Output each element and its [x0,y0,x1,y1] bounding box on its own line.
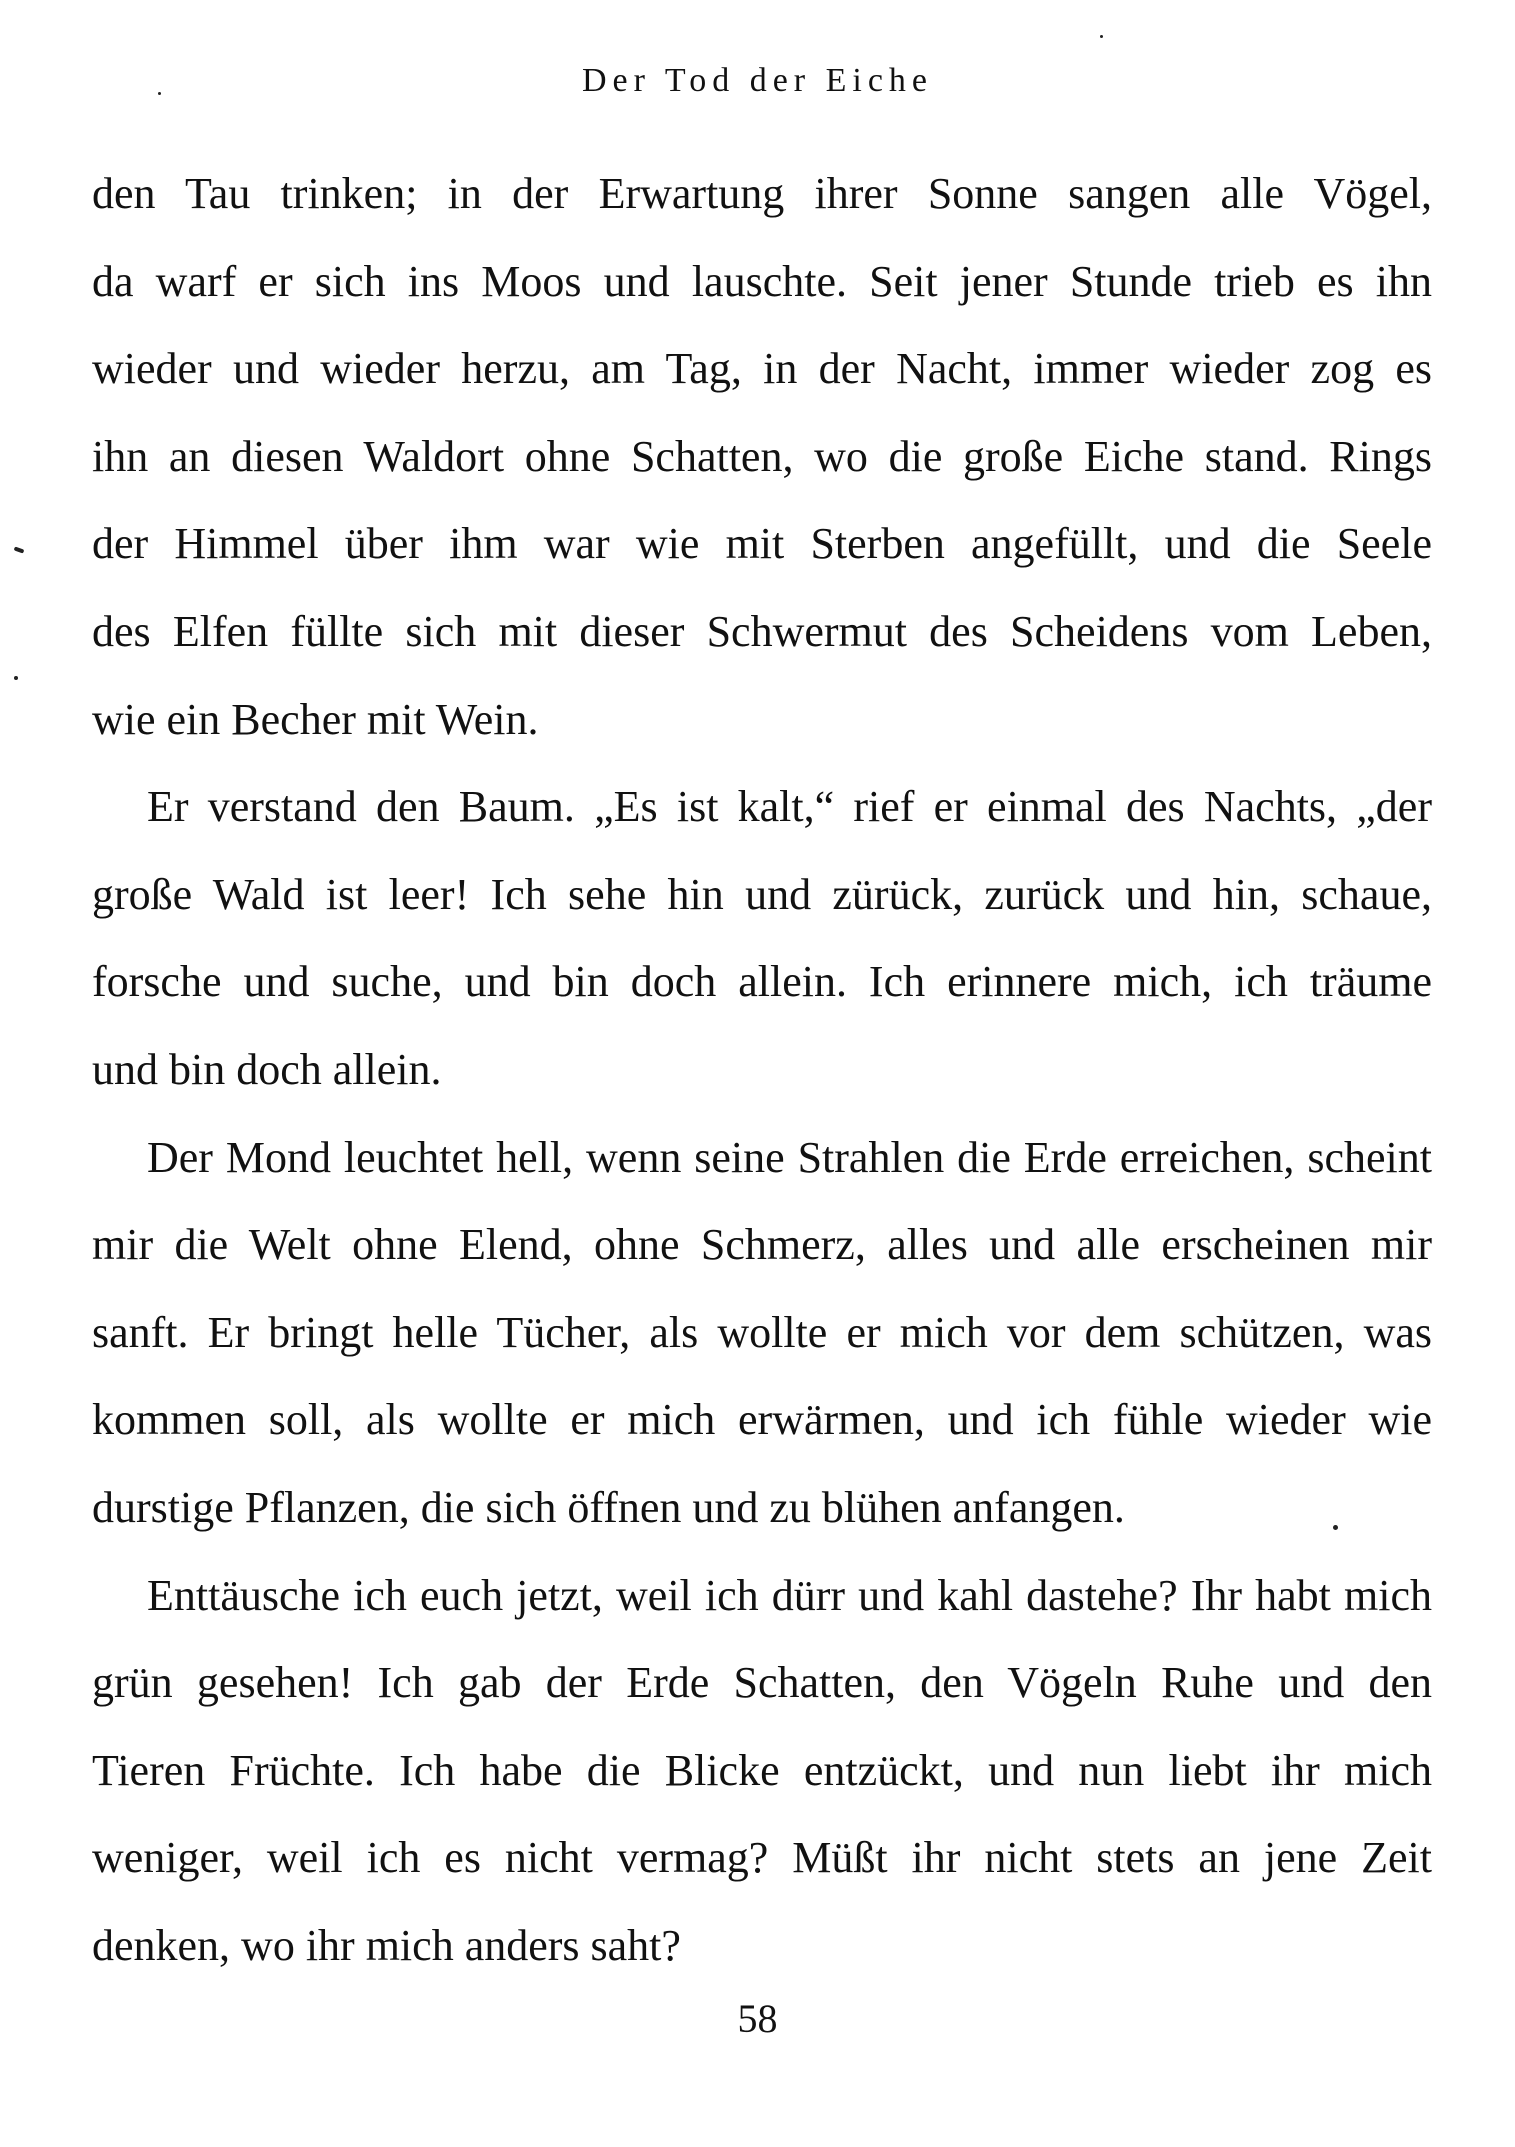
text-line: weniger, weil ich es nicht vermag? Müßt ihr nicht stets an jene Zeit [92,1833,1432,1883]
print-speck [14,676,18,680]
page-number: 58 [737,1996,778,2041]
running-head: Der Tod der Eiche [581,62,934,99]
text-line: Enttäusche ich euch jetzt, weil ich dürr und kahl dastehe? Ihr habt mich [147,1570,1432,1620]
print-speck [14,546,25,553]
print-speck [1333,1525,1338,1530]
text-line: ihn an diesen Waldort ohne Schatten, wo die große Eiche stand. Rings [92,431,1432,481]
paragraph [92,1552,1432,1990]
text-line: grün gesehen! Ich gab der Erde Schatten, den Vögeln Ruhe und den [92,1658,1432,1708]
text-line: des Elfen füllte sich mit dieser Schwermut des Scheidens vom Leben, [92,606,1432,656]
paragraph [92,1114,1432,1552]
text-line: Er verstand den Baum. „Es ist kalt,“ rief er einmal des Nachts, „der [147,782,1432,832]
text-line: wieder und wieder herzu, am Tag, in der Nacht, immer wieder zog es [92,344,1432,394]
text-line: der Himmel über ihm war wie mit Sterben angefüllt, und die Seele [92,519,1432,569]
paragraph [92,763,1432,1113]
text-line: und bin doch allein. [92,1044,442,1094]
text-line: den Tau trinken; in der Erwartung ihrer Sonne sangen alle Vögel, [92,169,1432,218]
text-line: Der Mond leuchtet hell, wenn seine Strahlen die Erde erreichen, scheint [147,1132,1432,1182]
text-line: wie ein Becher mit Wein. [92,694,539,744]
paragraph [92,150,1432,763]
text-line: mir die Welt ohne Elend, ohne Schmerz, alles und alle erscheinen mir [92,1220,1432,1270]
print-speck [1100,35,1103,38]
body-text [92,150,1432,1989]
text-line: forsche und suche, und bin doch allein. Ich erinnere mich, ich träume [92,957,1432,1007]
text-line: da warf er sich ins Moos und lauschte. Seit jener Stunde trieb es ihn [92,256,1432,306]
text-line: kommen soll, als wollte er mich erwärmen, und ich fühle wieder wie [92,1395,1432,1445]
text-line: durstige Pflanzen, die sich öffnen und zu blühen anfangen. [92,1482,1125,1532]
text-line: denken, wo ihr mich anders saht? [92,1920,681,1970]
print-speck [158,92,161,95]
text-line: sanft. Er bringt helle Tücher, als wollte er mich vor dem schützen, was [92,1307,1432,1357]
text-line: Tieren Früchte. Ich habe die Blicke entzückt, und nun liebt ihr mich [92,1745,1432,1795]
text-line: große Wald ist leer! Ich sehe hin und zürück, zurück und hin, schaue, [92,869,1432,919]
